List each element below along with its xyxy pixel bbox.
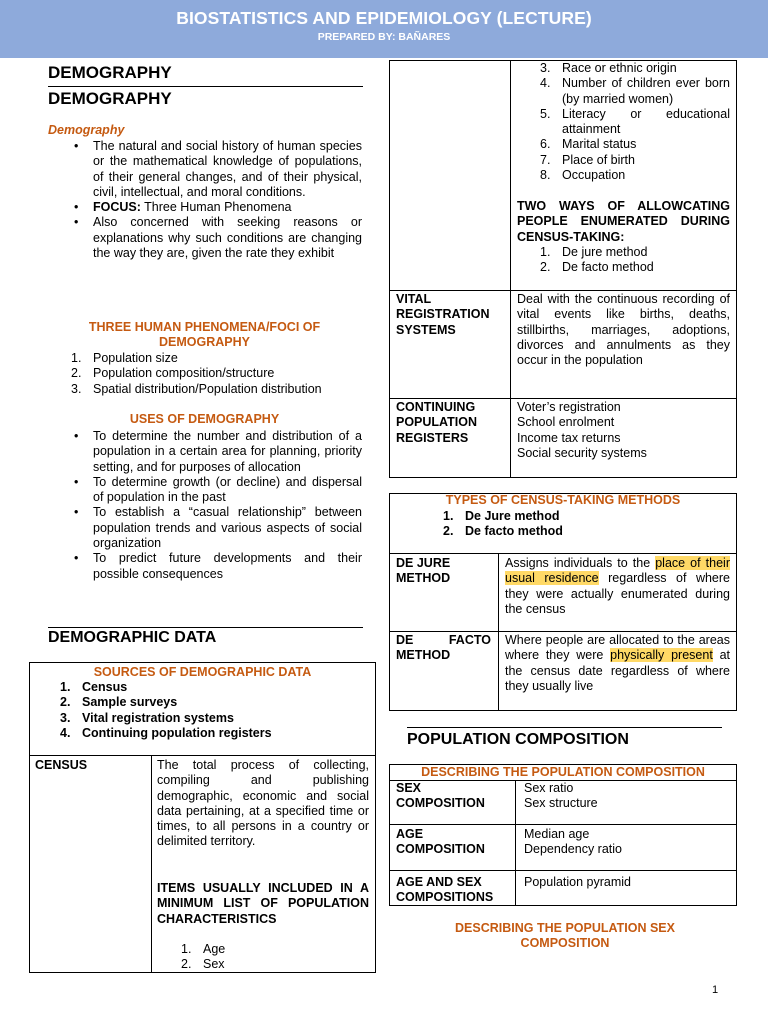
list-item: • To determine the number and distribution of a population in a certain area for planning, priority setting, and for purposes of allocation (71, 429, 362, 475)
table-divider (389, 870, 737, 871)
items-title: ITEMS USUALLY INCLUDED IN A MINIMUM LIST OF POPULATION CHARACTERISTICS (157, 881, 369, 926)
list-item: • The natural and social history of human species or the mathematical knowledge of populations, of their general changes, and of their physical, civil, intellectual, and moral conditions. (71, 139, 362, 200)
table-divider (389, 398, 737, 399)
highlight: physically present (610, 648, 713, 663)
table-divider (29, 755, 376, 756)
types-title: TYPES OF CENSUS-TAKING METHODS (445, 493, 681, 507)
comp-row-label: AGE AND SEX COMPOSITIONS (396, 875, 494, 905)
section-heading-demography: DEMOGRAPHY (48, 63, 172, 82)
table-divider (389, 631, 737, 632)
list-item: 3. Vital registration systems (60, 710, 234, 725)
comp-row-items: Median age Dependency ratio (524, 827, 622, 857)
heading-rule (407, 727, 722, 728)
types-list (443, 509, 693, 540)
list-item: 4. Number of children ever born (by married women) (540, 76, 730, 106)
list-item: • To establish a “casual relationship” between population trends and various aspects of social organization (71, 505, 362, 551)
list-item: 4. Continuing population registers (60, 725, 272, 740)
list-item: 7. Place of birth (540, 152, 635, 167)
list-item: 2. Sample surveys (60, 695, 178, 710)
list-item: 2. Sex (181, 957, 225, 972)
comp-row-items: Population pyramid (524, 875, 632, 889)
defacto-label: DE FACTO METHOD (396, 633, 491, 663)
vital-definition: Deal with the continuous recording of vital events like births, deaths, stillbirths, marriages, adoptions, divorces and annulments as they occur in the population (517, 292, 730, 368)
list-item: Income tax returns (517, 430, 621, 445)
list-item: 6. Marital status (540, 137, 637, 152)
two-ways-list (540, 245, 730, 276)
list-item: 2. De facto method (443, 524, 563, 539)
comp-row-items: Sex ratio Sex structure (524, 781, 598, 811)
dejure-definition: Assigns individuals to the place of their usual residence regardless of where they were actually enumerated during the census (505, 556, 730, 616)
subheading-demography: DEMOGRAPHY (48, 89, 172, 108)
demographic-data-heading: DEMOGRAPHIC DATA (48, 629, 217, 646)
sex-comp-title: DESCRIBING THE POPULATION SEX COMPOSITION (455, 921, 675, 951)
list-item: 3. Race or ethnic origin (540, 61, 677, 75)
table-divider (510, 60, 511, 478)
table-divider (498, 553, 499, 711)
list-item: • Also concerned with seeking reasons or explanations why such conditions are changing the way they are, given the rate they exhibit (71, 215, 362, 261)
heading-rule (48, 86, 363, 87)
list-item: 8. Occupation (540, 168, 626, 183)
table-divider (389, 290, 737, 291)
list-item: 3. Spatial distribution/Population distribution (71, 381, 322, 396)
list-item: 1. De jure method (540, 245, 648, 259)
document-title: BIOSTATISTICS AND EPIDEMIOLOGY (LECTURE) (176, 8, 592, 28)
registers-items (517, 400, 730, 461)
list-item: 1. Census (60, 680, 128, 694)
defacto-definition: Where people are allocated to the areas where they were physically present at the census date regardless of where they usually live (505, 633, 731, 693)
sources-title: SOURCES OF DEMOGRAPHIC DATA (93, 665, 312, 679)
items-list-continued (540, 61, 730, 183)
list-item: School enrolment (517, 415, 615, 430)
phenomena-title: THREE HUMAN PHENOMENA/FOCI OF DEMOGRAPHY (88, 320, 321, 350)
list-item: 2. De facto method (540, 260, 654, 275)
popcomp-heading: POPULATION COMPOSITION (407, 731, 629, 748)
list-item: 1. Age (181, 942, 226, 956)
list-item: 5. Literacy or educational attainment (540, 106, 730, 137)
list-item: 1. De Jure method (443, 509, 560, 523)
table-divider (389, 824, 737, 825)
census-definition: The total process of collecting, compiling and publishing demographic, economic and social data pertaining, at a specified time or times, to all persons in a country or delimited territory. (157, 758, 369, 849)
list-item: • FOCUS: Three Human Phenomena (71, 200, 362, 215)
items-list (181, 942, 361, 973)
uses-list (71, 429, 362, 582)
dejure-label: DE JURE METHOD (396, 556, 451, 586)
vital-label: VITAL REGISTRATION SYSTEMS (396, 292, 490, 337)
phenomena-list (71, 351, 362, 397)
heading-rule (48, 627, 363, 628)
list-item: • To predict future developments and their possible consequences (71, 551, 362, 582)
document-subtitle: PREPARED BY: BAÑARES (317, 31, 451, 43)
list-item: 2. Population composition/structure (71, 366, 275, 381)
two-ways-title: TWO WAYS OF ALLOWCATING PEOPLE ENUMERATED DURING CENSUS-TAKING: (517, 199, 730, 244)
highlight: place of their usual residence (505, 556, 730, 586)
list-item: • To determine growth (or decline) and dispersal of population in the past (71, 475, 362, 506)
table-divider (515, 780, 516, 906)
table-divider (151, 755, 152, 973)
header-banner (0, 0, 768, 58)
demography-bullets (71, 139, 362, 261)
sources-list (60, 680, 360, 741)
census-label: CENSUS (35, 758, 88, 772)
list-item: Social security systems (517, 445, 647, 460)
comp-row-label: AGE COMPOSITION (396, 827, 485, 857)
demography-label: Demography (48, 123, 125, 137)
list-item: 1. Population size (71, 351, 178, 365)
list-item: Voter’s registration (517, 400, 621, 414)
page-number: 1 (712, 984, 719, 996)
registers-label: CONTINUING POPULATION REGISTERS (396, 400, 478, 445)
describing-title: DESCRIBING THE POPULATION COMPOSITION (421, 765, 705, 779)
uses-title: USES OF DEMOGRAPHY (129, 412, 280, 426)
table-divider (389, 553, 737, 554)
comp-row-label: SEX COMPOSITION (396, 781, 485, 811)
